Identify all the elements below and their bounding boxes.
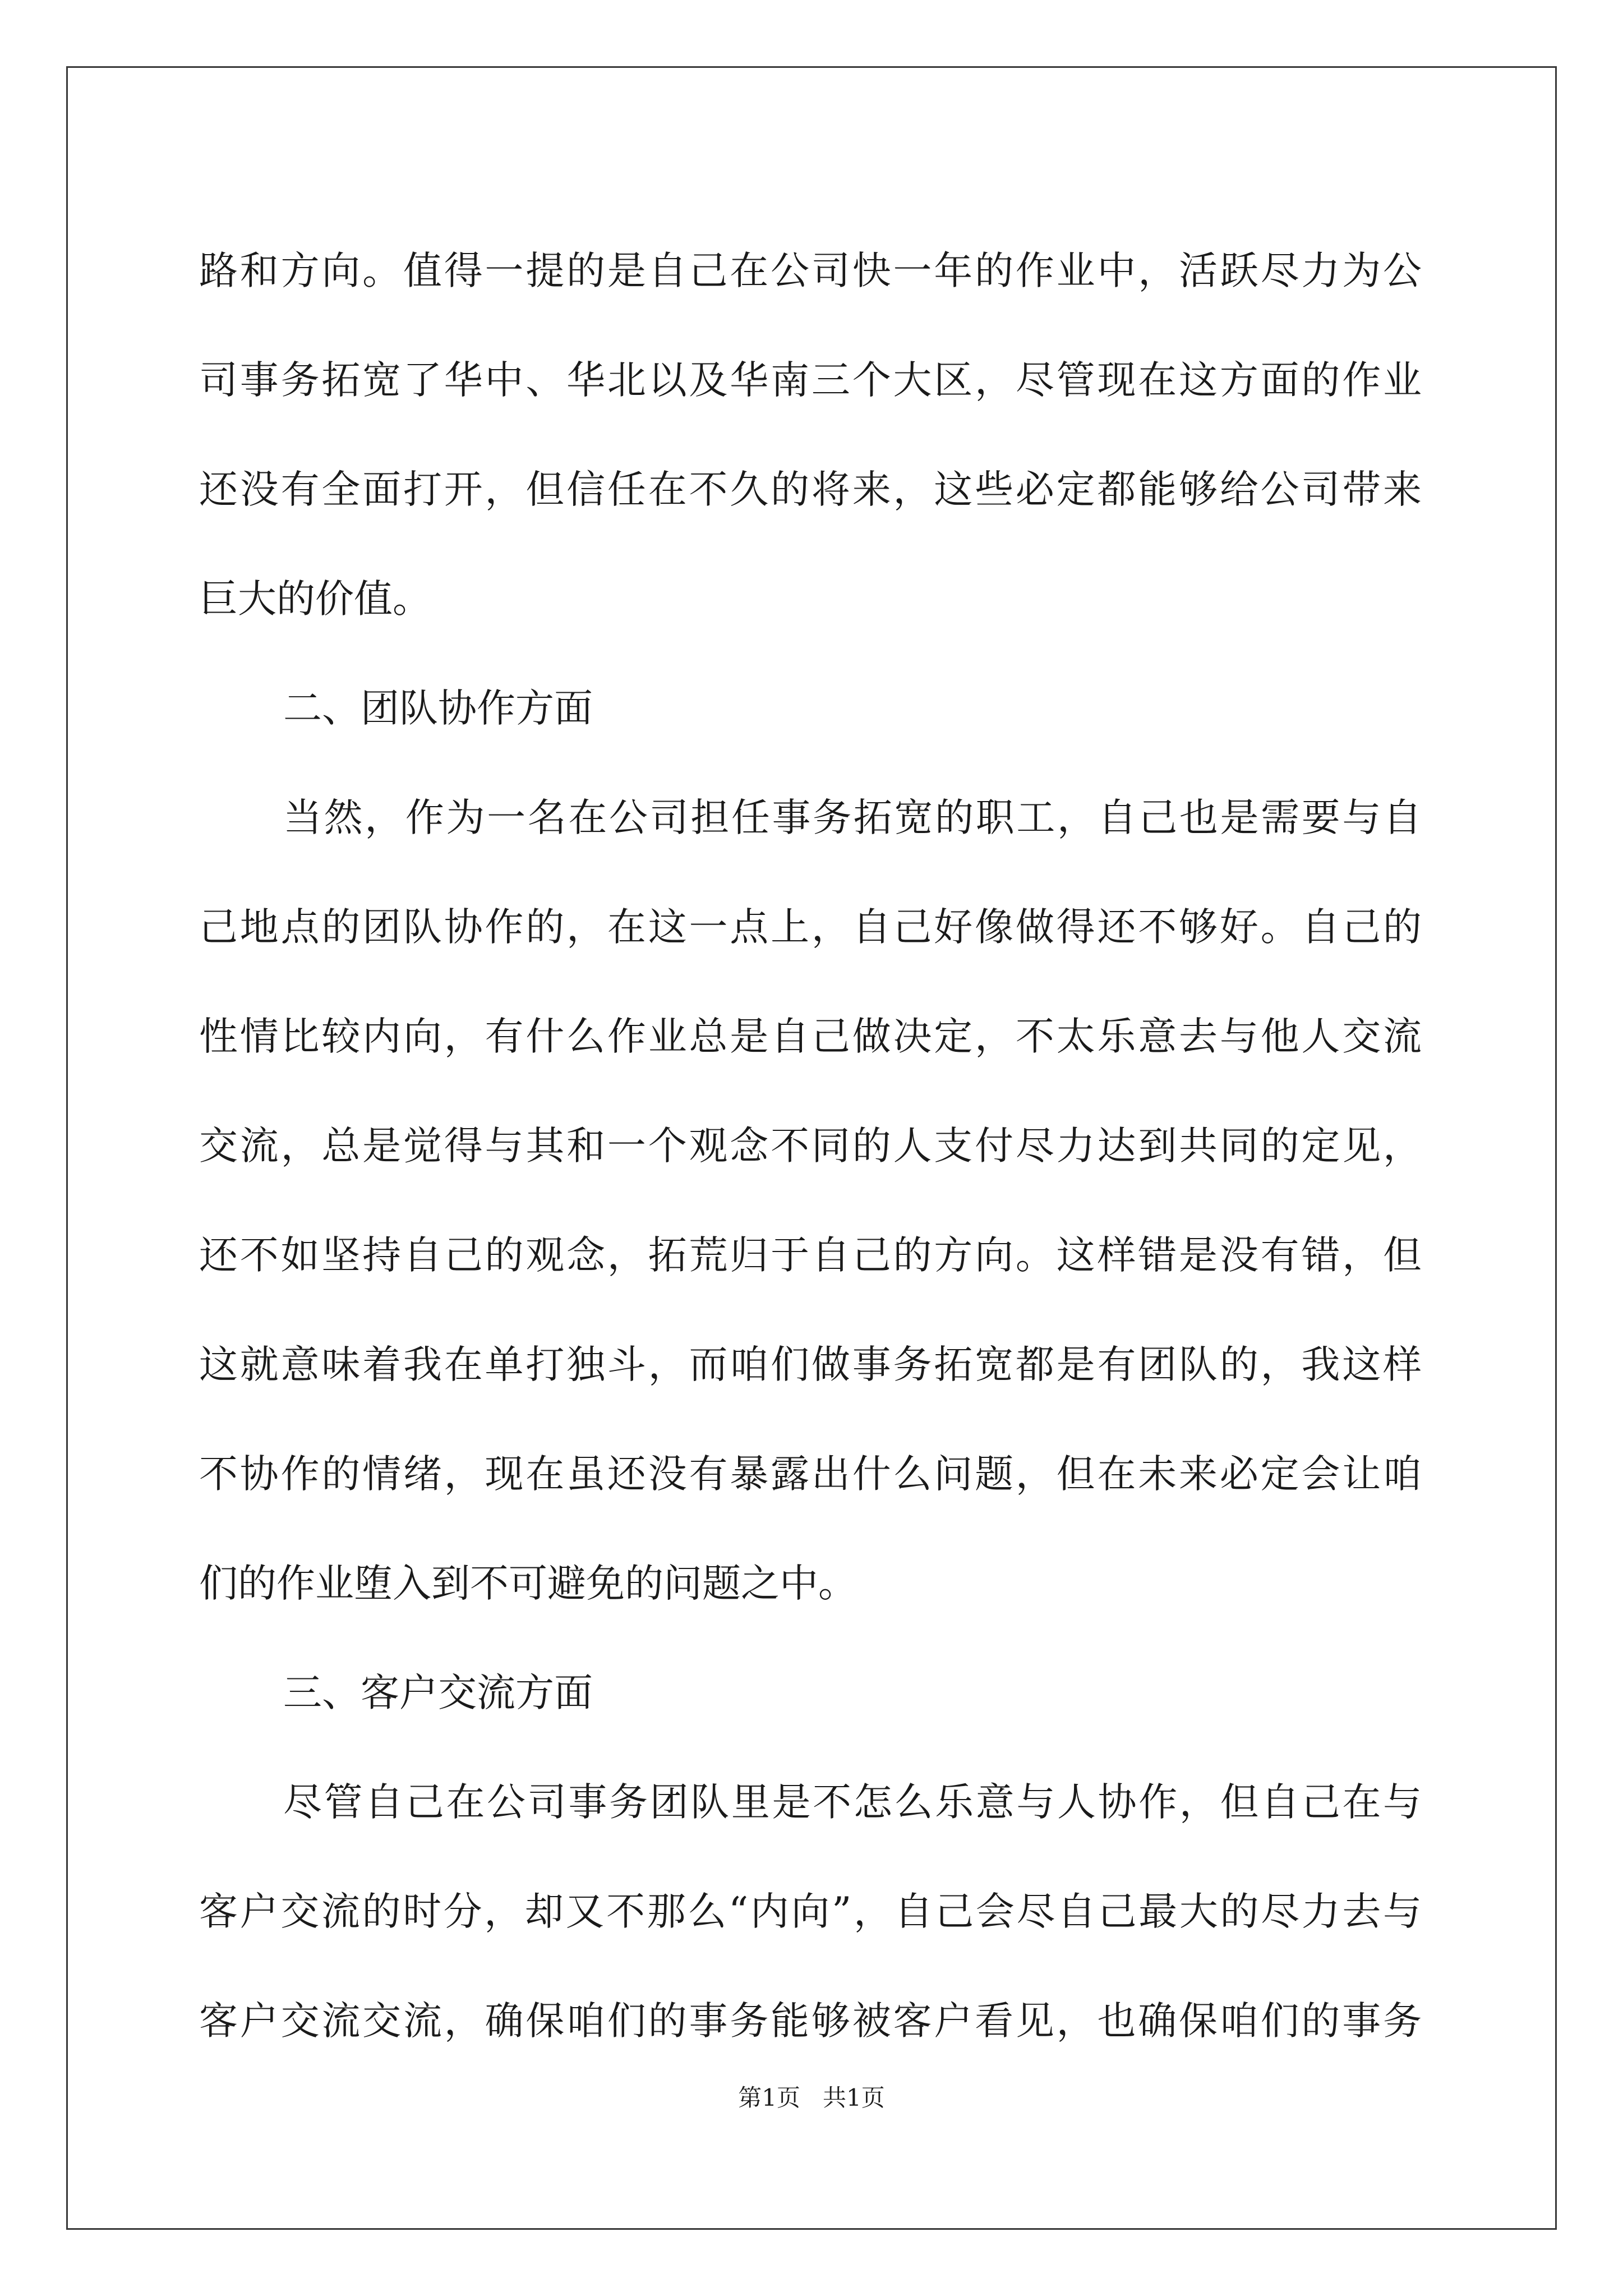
- body-line: 不协作的情绪，现在虽还没有暴露出什么问题，但在未来必定会让咱: [199, 1452, 1422, 1497]
- document-body: [199, 213, 1422, 2111]
- body-line: 还没有全面打开，但信任在不久的将来，这些必定都能够给公司带来: [199, 467, 1422, 512]
- body-line: 尽管自己在公司事务团队里是不怎么乐意与人协作，但自己在与: [283, 1780, 1422, 1825]
- body-line: 们的作业堕入到不可避免的问题之中。: [199, 1561, 857, 1606]
- body-line: 性情比较内向，有什么作业总是自己做决定，不太乐意去与他人交流: [199, 1014, 1422, 1059]
- section-heading: 二、团队协作方面: [283, 686, 593, 731]
- body-line: 客户交流交流，确保咱们的事务能够被客户看见，也确保咱们的事务: [199, 1999, 1422, 2044]
- body-line: 这就意味着我在单打独斗，而咱们做事务拓宽都是有团队的，我这样: [199, 1342, 1422, 1387]
- body-line: 己地点的团队协作的，在这一点上，自己好像做得还不够好。自己的: [199, 905, 1422, 950]
- body-line: 巨大的价值。: [199, 577, 431, 622]
- page-footer: [0, 2084, 1623, 2112]
- section-heading: 三、客户交流方面: [283, 1671, 593, 1715]
- body-line: 还不如坚持自己的观念，拓荒归于自己的方向。这样错是没有错，但: [199, 1233, 1422, 1278]
- page-total: 共1页: [823, 2084, 885, 2111]
- body-line: 当然，作为一名在公司担任事务拓宽的职工，自己也是需要与自: [283, 795, 1422, 840]
- body-line: 司事务拓宽了华中、华北以及华南三个大区，尽管现在这方面的作业: [199, 358, 1422, 403]
- page-number: 第1页: [738, 2084, 800, 2111]
- body-line: 交流，总是觉得与其和一个观念不同的人支付尽力达到共同的定见，: [199, 1124, 1422, 1168]
- body-line: 路和方向。值得一提的是自己在公司快一年的作业中，活跃尽力为公: [199, 249, 1422, 293]
- body-line: 客户交流的时分，却又不那么“内向”，自己会尽自己最大的尽力去与: [199, 1889, 1422, 1934]
